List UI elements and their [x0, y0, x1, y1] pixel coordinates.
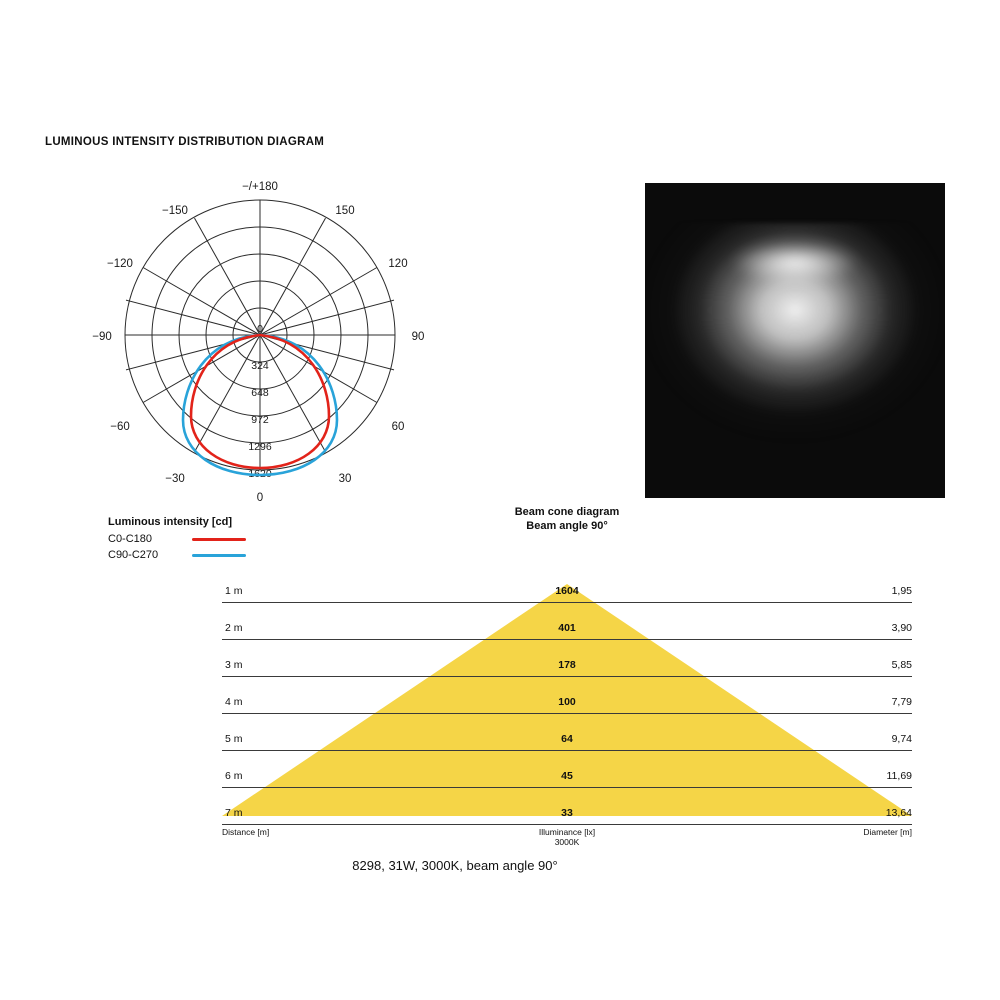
- page-title: LUMINOUS INTENSITY DISTRIBUTION DIAGRAM: [45, 136, 325, 148]
- axis-label-illuminance-line2: 3000K: [554, 837, 580, 847]
- polar-diagram: [60, 170, 460, 510]
- row-distance-4: 4 m: [225, 696, 243, 708]
- svg-text:0: 0: [257, 323, 263, 335]
- svg-text:90: 90: [411, 331, 425, 343]
- axis-label-illuminance: [222, 827, 912, 847]
- beam-cone-title-line2: Beam angle 90°: [526, 520, 608, 532]
- row-distance-1: 1 m: [225, 585, 243, 597]
- row-diameter-6: 11,69: [886, 770, 912, 782]
- svg-text:−/+180: −/+180: [242, 181, 278, 193]
- svg-text:−90: −90: [92, 331, 112, 343]
- row-illuminance-5: 64: [561, 733, 573, 745]
- row-illuminance-4: 100: [558, 696, 576, 708]
- beam-cone-title: [222, 505, 912, 533]
- svg-text:−60: −60: [110, 421, 130, 433]
- row-illuminance-3: 178: [558, 659, 576, 671]
- svg-text:60: 60: [391, 421, 405, 433]
- svg-text:−30: −30: [165, 473, 185, 485]
- row-distance-7: 7 m: [225, 807, 243, 819]
- svg-text:−120: −120: [107, 258, 133, 270]
- polar-diagram-svg: [60, 170, 460, 510]
- row-line-6: [222, 787, 912, 788]
- beam-hotspot: [705, 233, 885, 293]
- row-illuminance-2: 401: [558, 622, 576, 634]
- row-line-7: [222, 824, 912, 825]
- svg-text:150: 150: [335, 205, 355, 217]
- axis-label-diameter: Diameter [m]: [863, 827, 912, 837]
- svg-text:1620: 1620: [248, 468, 272, 480]
- row-line-2: [222, 639, 912, 640]
- row-diameter-2: 3,90: [891, 622, 912, 634]
- beam-cone-title-line1: Beam cone diagram: [514, 506, 620, 518]
- svg-text:324: 324: [251, 360, 269, 372]
- row-line-5: [222, 750, 912, 751]
- row-diameter-3: 5,85: [891, 659, 912, 671]
- row-illuminance-7: 33: [561, 807, 573, 819]
- row-diameter-1: 1,95: [891, 585, 912, 597]
- svg-text:1296: 1296: [248, 441, 272, 453]
- legend-title: Luminous intensity [cd]: [108, 516, 233, 528]
- row-diameter-7: 13,64: [885, 807, 912, 819]
- row-diameter-4: 7,79: [891, 696, 912, 708]
- figure-caption-text: 8298, 31W, 3000K, beam angle 90°: [352, 858, 558, 873]
- light-beam-photo: [645, 183, 945, 498]
- row-distance-6: 6 m: [225, 770, 243, 782]
- svg-text:120: 120: [388, 258, 408, 270]
- beam-cone-diagram: [222, 505, 912, 847]
- row-line-1: [222, 602, 912, 603]
- svg-text:648: 648: [251, 387, 269, 399]
- axis-label-distance: Distance [m]: [222, 827, 270, 837]
- row-diameter-5: 9,74: [891, 733, 912, 745]
- svg-text:30: 30: [338, 473, 352, 485]
- axis-label-illuminance-line1: Illuminance [lx]: [538, 827, 596, 837]
- svg-text:−150: −150: [162, 205, 188, 217]
- row-illuminance-6: 45: [561, 770, 573, 782]
- row-distance-5: 5 m: [225, 733, 243, 745]
- svg-text:0: 0: [256, 492, 264, 504]
- row-illuminance-1: 1604: [555, 585, 579, 597]
- row-distance-3: 3 m: [225, 659, 243, 671]
- row-distance-2: 2 m: [225, 622, 243, 634]
- svg-text:972: 972: [251, 414, 269, 426]
- legend-label-c0-c180: C0-C180: [108, 533, 153, 545]
- row-line-4: [222, 713, 912, 714]
- row-line-3: [222, 676, 912, 677]
- polar-angle-labels: [92, 181, 424, 504]
- legend-label-c90-c270: C90-C270: [108, 549, 159, 561]
- figure-caption: [0, 858, 1000, 873]
